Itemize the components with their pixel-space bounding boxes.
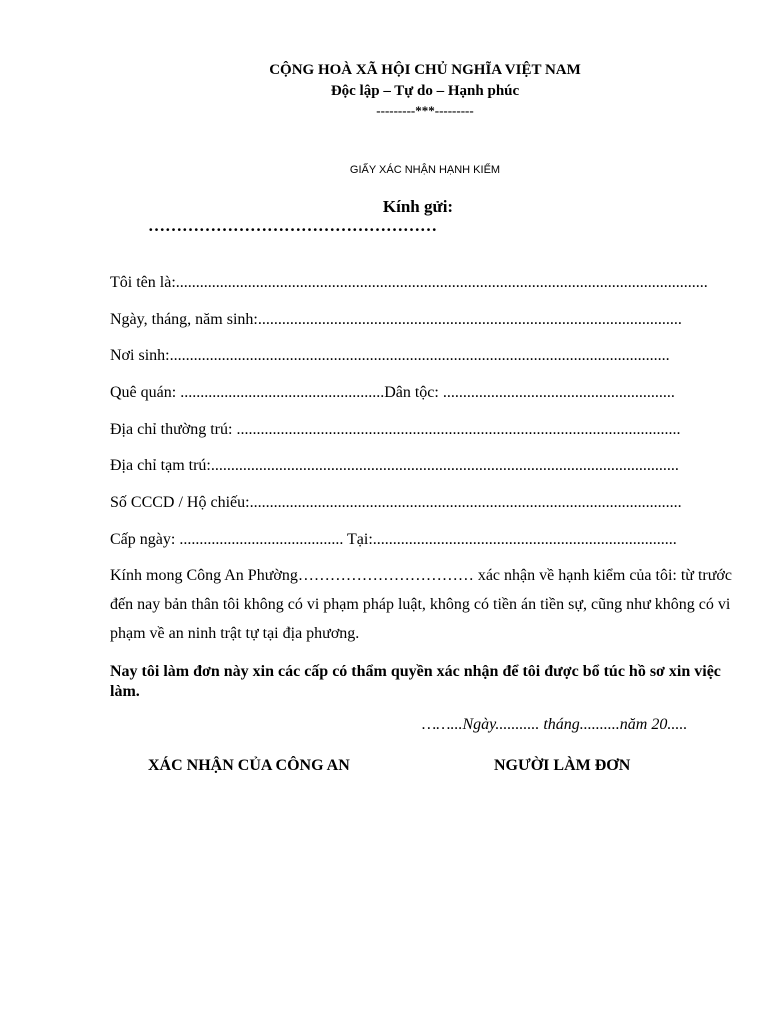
national-motto: Độc lập – Tự do – Hạnh phúc bbox=[330, 83, 520, 99]
field-temporary-address: Địa chỉ tạm trú:..................................................................................................................... bbox=[110, 457, 679, 474]
recipient-blank: …………………………………………… bbox=[148, 216, 437, 235]
statement-paragraph: Nay tôi làm đơn này xin các cấp có thẩm quyền xác nhận để tôi được bổ túc hồ sơ xin việc làm. bbox=[110, 663, 721, 700]
field-permanent-address: Địa chỉ thường trú: ............................................................................................................... bbox=[110, 421, 681, 438]
request-paragraph: Kính mong Công An Phường…………………………… xác nhận về hạnh kiểm của tôi: từ trước đến nay bản thân tôi không có vi phạm pháp luật, không có tiền án tiền sự, cũng như không có vi phạm về an ninh trật tự tại địa phương. bbox=[110, 567, 732, 642]
salutation-label: Kính gửi: bbox=[382, 197, 454, 216]
field-hometown-ethnicity: Quê quán: ...................................................Dân tộc: .......................................................... bbox=[110, 384, 675, 401]
document-header bbox=[0, 59, 768, 121]
field-id-passport: Số CCCD / Hộ chiếu:............................................................................................................ bbox=[110, 494, 682, 511]
field-issue-date-place: Cấp ngày: ......................................... Tại:............................................................................ bbox=[110, 531, 677, 548]
field-full-name: Tôi tên là:..................................................................................................................................... bbox=[110, 274, 708, 291]
police-confirmation-heading: XÁC NHẬN CỦA CÔNG AN bbox=[148, 757, 350, 774]
applicant-heading: NGƯỜI LÀM ĐƠN bbox=[494, 757, 631, 774]
header-divider: ---------***--------- bbox=[376, 103, 474, 118]
document-title: GIẤY XÁC NHẬN HẠNH KIỂM bbox=[349, 164, 501, 176]
date-line: ……...Ngày........... tháng..........năm 20..... bbox=[422, 716, 688, 733]
field-date-of-birth: Ngày, tháng, năm sinh:.......................................................................................................... bbox=[110, 311, 682, 328]
field-place-of-birth: Nơi sinh:............................................................................................................................. bbox=[110, 347, 670, 364]
country-name: CỘNG HOÀ XÃ HỘI CHỦ NGHĨA VIỆT NAM bbox=[269, 62, 581, 78]
